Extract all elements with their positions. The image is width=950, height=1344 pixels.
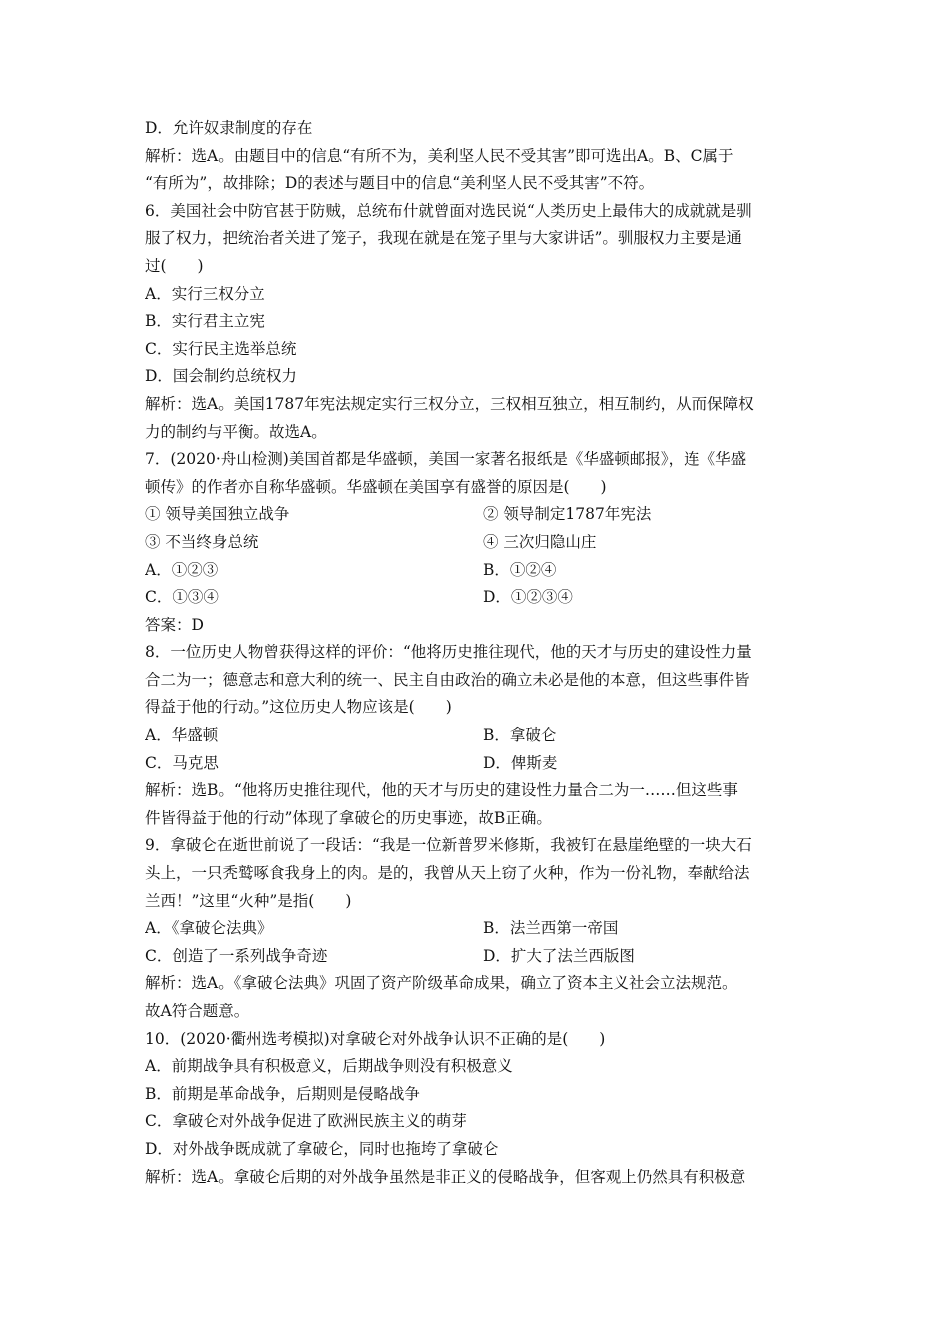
- option-row: [145, 557, 815, 585]
- text-line: 8．一位历史人物曾获得这样的评价：“他将历史推往现代，他的天才与历史的建设性力量: [145, 643, 752, 662]
- option-row: [145, 722, 815, 750]
- option-text: A．华盛顿: [145, 726, 219, 745]
- option-row: [145, 750, 815, 778]
- text-line: B．实行君主立宪: [145, 312, 265, 331]
- option-text: ③ 不当终身总统: [145, 532, 259, 551]
- option-text: C．马克思: [145, 753, 219, 772]
- option-text: A．《拿破仑法典》: [145, 919, 273, 938]
- text-line: 解析：选A。拿破仑后期的对外战争虽然是非正义的侵略战争，但客观上仍然具有积极意: [145, 1167, 746, 1186]
- option-text: B．法兰西第一帝国: [483, 919, 619, 938]
- text-line: 故A符合题意。: [145, 1002, 250, 1020]
- text-line: 解析：选A。《拿破仑法典》巩固了资产阶级革命成果，确立了资本主义社会立法规范。: [145, 974, 738, 993]
- text-line: 解析：选A。由题目中的信息“有所不为，美利坚人民不受其害”即可选出A。B、C属于: [145, 146, 734, 165]
- option-text: A．①②③: [145, 560, 219, 579]
- text-line: 件皆得益于他的行动”体现了拿破仑的历史事迹，故B正确。: [145, 808, 552, 827]
- text-line: D．允许奴隶制度的存在: [145, 119, 313, 137]
- text-line: 答案：D: [145, 615, 204, 634]
- text-line: B．前期是革命战争，后期则是侵略战争: [145, 1084, 420, 1103]
- option-text: D．①②③④: [483, 588, 573, 607]
- option-text: D．扩大了法兰西版图: [483, 946, 635, 965]
- text-line: D．国会制约总统权力: [145, 367, 297, 386]
- text-line: 7．(2020·舟山检测)美国首都是华盛顿，美国一家著名报纸是《华盛顿邮报》，连《华盛: [145, 450, 747, 469]
- text-line: C．拿破仑对外战争促进了欧洲民族主义的萌芽: [145, 1112, 467, 1131]
- text-line: “有所为”，故排除；D的表述与题目中的信息“美利坚人民不受其害”不符。: [145, 174, 655, 193]
- option-row: [145, 943, 815, 971]
- option-text: B．①②④: [483, 560, 557, 579]
- option-text: ② 领导制定1787年宪法: [483, 505, 652, 524]
- text-line: 合二为一；德意志和意大利的统一、民主自由政治的确立未必是他的本意，但这些事件皆: [145, 670, 750, 689]
- text-line: 服了权力，把统治者关进了笼子，我现在就是在笼子里与大家讲话”。驯服权力主要是通: [145, 229, 742, 248]
- option-text: ④ 三次归隐山庄: [483, 532, 597, 551]
- option-text: C．①③④: [145, 588, 219, 607]
- text-line: 头上，一只秃鹫啄食我身上的肉。是的，我曾从天上窃了火种，作为一份礼物，奉献给法: [145, 864, 750, 883]
- text-line: 9．拿破仑在逝世前说了一段话：“我是一位新普罗米修斯，我被钉在悬崖绝壁的一块大石: [145, 836, 752, 855]
- text-line: 解析：选B。“他将历史推往现代，他的天才与历史的建设性力量合二为一……但这些事: [145, 781, 738, 800]
- text-line: D．对外战争既成就了拿破仑，同时也拖垮了拿破仑: [145, 1139, 499, 1158]
- document-body: [145, 115, 815, 1191]
- option-text: B．拿破仑: [483, 726, 557, 745]
- text-line: A．前期战争具有积极意义，后期战争则没有积极意义: [145, 1057, 513, 1076]
- text-line: 解析：选A。美国1787年宪法规定实行三权分立，三权相互独立，相互制约，从而保障权: [145, 394, 754, 413]
- option-row: [145, 529, 815, 557]
- option-text: ① 领导美国独立战争: [145, 505, 290, 524]
- text-line: A．实行三权分立: [145, 284, 265, 303]
- option-text: C．创造了一系列战争奇迹: [145, 946, 328, 965]
- option-row: [145, 915, 815, 943]
- text-line: C．实行民主选举总统: [145, 339, 297, 358]
- text-line: 过( ): [145, 256, 204, 275]
- option-row: [145, 584, 815, 612]
- option-text: D．俾斯麦: [483, 753, 558, 772]
- text-line: 力的制约与平衡。故选A。: [145, 422, 327, 441]
- text-line: 兰西！”这里“火种”是指( ): [145, 891, 352, 910]
- text-line: 10．(2020·衢州选考模拟)对拿破仑对外战争认识不正确的是( ): [145, 1029, 606, 1048]
- option-row: [145, 501, 815, 529]
- text-line: 得益于他的行动。”这位历史人物应该是( ): [145, 698, 452, 717]
- text-line: 6．美国社会中防官甚于防贼，总统布什就曾面对选民说“人类历史上最伟大的成就就是驯: [145, 201, 752, 220]
- text-line: 顿传》的作者亦自称华盛顿。华盛顿在美国享有盛誉的原因是( ): [145, 477, 607, 496]
